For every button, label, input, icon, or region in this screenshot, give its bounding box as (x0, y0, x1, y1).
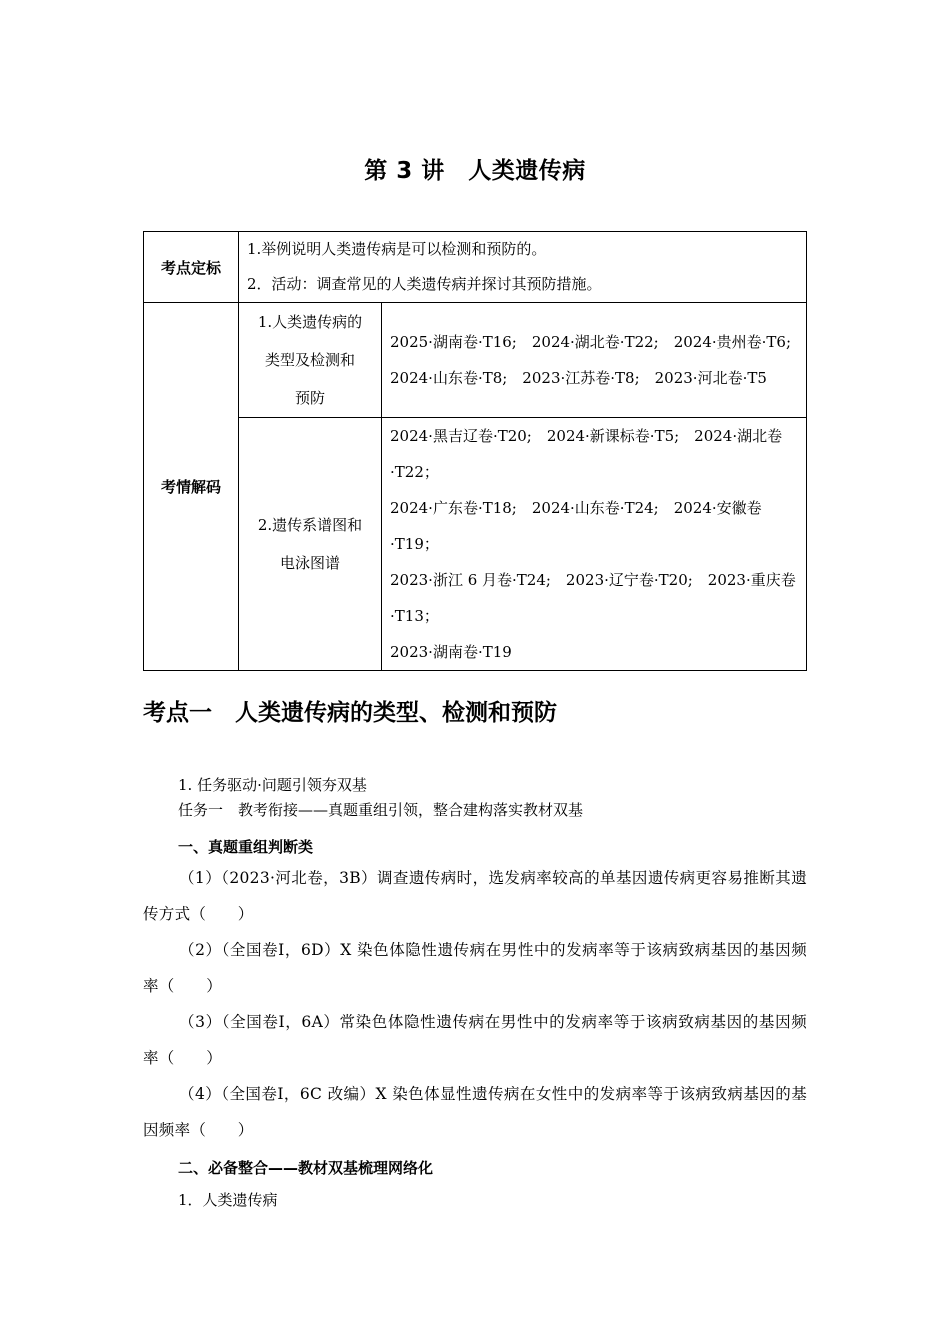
reference-line: ·T13； (390, 607, 439, 625)
question-item: （4）（全国卷Ⅰ，6C 改编）X 染色体显性遗传病在女性中的发病率等于该病致病基因的基因频率（ ） (143, 1085, 807, 1139)
subtopic-line: 预防 (294, 389, 325, 407)
overview-table (143, 231, 807, 671)
objective-line: 2．活动：调查常见的人类遗传病并探讨其预防措施。 (247, 275, 602, 293)
reference-line: 2023·湖南卷·T19 (390, 643, 512, 661)
subtopic-line: 类型及检测和 (264, 351, 355, 369)
reference-line: ·T22； (390, 463, 439, 481)
subtopic-line: 2.遗传系谱图和 (257, 516, 363, 534)
task-line: 1. 任务驱动·问题引领夯双基 (178, 776, 367, 794)
objectives-cell (239, 232, 807, 303)
question-item: （3）（全国卷Ⅰ，6A）常染色体隐性遗传病在男性中的发病率等于该病致病基因的基因频率（ ） (143, 1013, 807, 1067)
page-title: 第 3 讲 人类遗传病 (364, 158, 586, 184)
subtopic-cell (239, 418, 382, 671)
subtopic-line: 1.人类遗传病的 (257, 313, 363, 331)
table-row (144, 232, 807, 303)
list-item: 1．人类遗传病 (178, 1191, 278, 1209)
reference-line: ·T19； (390, 535, 439, 553)
question-item: （1）（2023·河北卷，3B）调查遗传病时，选发病率较高的单基因遗传病更容易推断其遗传方式（ ） (143, 869, 807, 923)
question-list (143, 860, 807, 1148)
subtopic-cell (239, 303, 382, 418)
question-item: （2）（全国卷Ⅰ，6D）X 染色体隐性遗传病在男性中的发病率等于该病致病基因的基因频率（ ） (143, 941, 807, 995)
subsection-heading: 一、真题重组判断类 (178, 838, 314, 856)
reference-line: 2025·湖南卷·T16; 2024·湖北卷·T22; 2024·贵州卷·T6; (390, 333, 792, 351)
task-line: 任务一 教考衔接——真题重组引领，整合建构落实教材双基 (178, 801, 584, 819)
reference-line: 2024·山东卷·T8; 2023·江苏卷·T8; 2023·河北卷·T5 (390, 369, 767, 387)
reference-line: 2023·浙江 6 月卷·T24; 2023·辽宁卷·T20; 2023·重庆卷 (390, 571, 796, 589)
objective-line: 1.举例说明人类遗传病是可以检测和预防的。 (247, 240, 547, 258)
reference-line: 2024·广东卷·T18; 2024·山东卷·T24; 2024·安徽卷 (390, 499, 762, 517)
row-label-kaodian: 考点定标 (144, 232, 239, 303)
section-heading: 考点一 人类遗传病的类型、检测和预防 (143, 700, 557, 726)
subtopic-line: 电泳图谱 (279, 554, 340, 572)
table-row (144, 418, 807, 671)
references-cell (382, 303, 807, 418)
references-cell (382, 418, 807, 671)
reference-line: 2024·黑吉辽卷·T20; 2024·新课标卷·T5; 2024·湖北卷 (390, 427, 783, 445)
table-row (144, 303, 807, 418)
row-label-kaoqing: 考情解码 (144, 303, 239, 671)
subsection-heading: 二、必备整合——教材双基梳理网络化 (178, 1159, 434, 1177)
